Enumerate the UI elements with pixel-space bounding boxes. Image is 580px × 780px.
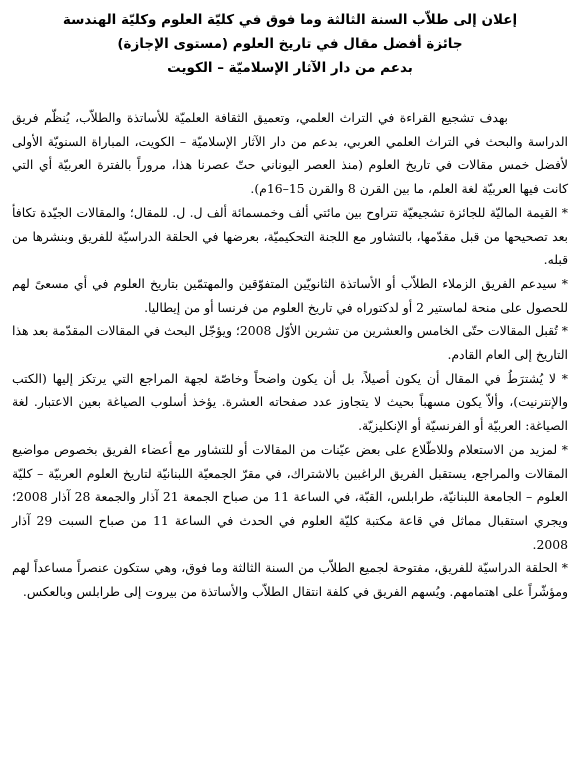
intro-paragraph: بهدف تشجيع القراءة في التراث العلمي، وتعميق الثقافة العلميّة للأساتذة والطلاّب، يُنظّم فريق الدراسة والبحث في التراث العلمي العربي، بدعم من دار الآثار الإسلاميّة – الكويت، المباراة السنويّة الأولى لأفضل خمس مقالات في تاريخ العلوم (منذ العصر اليوناني حتّ عصرنا هذا، مروراً بالفترة العربيّة أي التي كانت فيها العربيّة لغة العلم، ما بين القرن 8 والقرن 15–16م). [12,110,568,197]
heading-prize-title: جائزة أفضل مقال في تاريخ العلوم (مستوى الإجازة) [117,36,463,52]
inquiries-paragraph: * لمزيد من الاستعلام وللاطّلاع على بعض عيّنات من المقالات أو للتشاور مع أعضاء الفريق بخصوص مواضيع المقالات والمراجع، يستقبل الفريق الراغبين بالاشتراك، في مقرّ الجمعيّة اللبنانيّة لتاريخ العلوم العربيّة – كليّة العلوم – الجامعة اللبنانيّة، طرابلس، القبّة، في الساعة 11 من صباح الجمعة 21 آذار والجمعة 28 آذار 2008؛ ويجري استقبال مماثل في قاعة مكتبة كليّة العلوم في الحدث في الساعة 11 من صباح السبت 29 آذار 2008. [12,441,568,552]
heading-audience: إعلان إلى طلاّب السنة الثالثة وما فوق في كليّة العلوم وكليّة الهندسة [62,12,518,28]
announcement-body [12,106,568,604]
article-requirements-paragraph: * لا يُشترَطُ في المقال أن يكون أصيلاً، بل أن يكون واضحاً وخاصّة لجهة المراجع التي يرتكز إليها (الكتب والإنترنيت)، وألاّ يكون مسهباً بحيث لا يتجاوز عدد صفحاته العشرة. يؤخذ أسلوب الصياغة بعين الاعتبار. لغة الصياغة: العربيّة أو الفرنسيّة أو الإنكليزيّة. [12,370,568,434]
prize-value-paragraph: * القيمة الماليّة للجائزة تشجيعيّة تتراوح بين مائتي ألف وخمسمائة ألف ل. ل. للمقال؛ والمقالات الجيّدة تكافأ بعد تصحيحها من قبل مقدّمها، بالتشاور مع اللجنة التحكيميّة، بعرضها في الحلقة الدراسيّة للفريق وبنشرها من قبله. [12,204,568,268]
announcement-heading [12,8,568,80]
deadline-paragraph: * تُقبل المقالات حتّى الخامس والعشرين من تشرين الأوّل 2008؛ ويؤجّل البحث في المقالات المقدّمة بعد هذا التاريخ إلى العام القادم. [12,323,568,363]
seminar-paragraph: * الحلقة الدراسيّة للفريق، مفتوحة لجميع الطلاّب من السنة الثالثة وما فوق، وهي ستكون عنصراً مساعداً لهم ومؤشّراً على اهتمامهم. ويُسهم الفريق في كلفة انتقال الطلاّب والأساتذة من بيروت إلى طرابلس وبالعكس. [12,560,568,600]
scholarship-support-paragraph: * سيدعم الفريق الزملاء الطلاّب أو الأساتذة الثانويّين المتفوّقين والمهتمّين بتاريخ العلوم في أي مسعىً لهم للحصول على منحة لماستير 2 أو لدكتوراه في تاريخ العلوم من فرنسا أو من إيطاليا. [12,275,568,315]
heading-sponsor: بدعم من دار الآثار الإسلاميّة – الكويت [167,60,413,76]
